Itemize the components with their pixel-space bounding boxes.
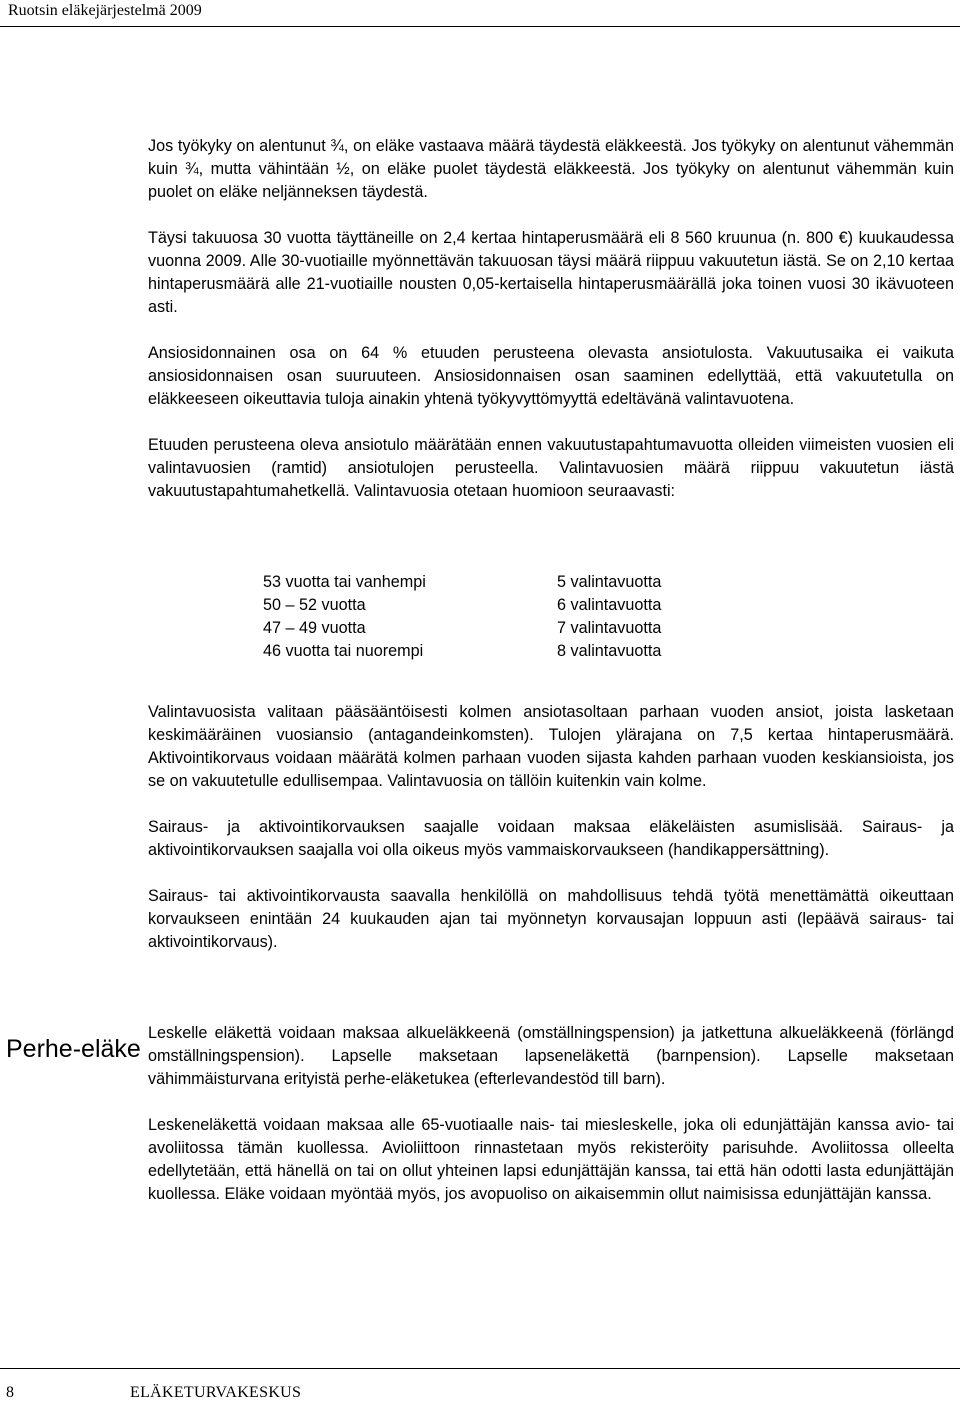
table-cell-age: 53 vuotta tai vanhempi [263, 573, 426, 591]
table-row [263, 571, 783, 594]
table-cell-age: 50 – 52 vuotta [263, 596, 366, 614]
footer-organization: ELÄKETURVAKESKUS [130, 1384, 302, 1401]
section-heading: Perhe-eläke [6, 1035, 141, 1063]
paragraph-income-related-portion: Ansiosidonnainen osa on 64 % etuuden perusteena olevasta ansiotulosta. Vakuutusaika ei vaikuta ansiosidonnaisen osan suuruuteen. Ansiosidonnaisen osan saaminen edellyttää, että vakuutetulla on eläkkeeseen oikeuttavia tuloja ainakin yhtenä työkyvyttömyyttä edeltävänä valintavuotena. [148, 344, 954, 408]
paragraph-selection-of-years: Valintavuosista valitaan pääsääntöisesti kolmen ansiotasoltaan parhaan vuoden ansiot, joista lasketaan keskimääräinen vuosiansio (antagandeinkomsten). Tulojen ylärajana on 7,5 kertaa hintaperusmäärä. Aktivointikorvaus voidaan määrätä kolmen parhaan vuoden sijasta kahden parhaan vuoden keskiansioista, jos se on vakuutetulle edullisempaa. Valintavuosia on tällöin kuitenkin vain kolme. [148, 703, 954, 790]
table-cell-age: 47 – 49 vuotta [263, 619, 366, 637]
table-cell-years: 8 valintavuotta [557, 642, 662, 660]
framework-years-table [263, 571, 783, 663]
table-row [263, 617, 783, 640]
page-body [148, 135, 954, 1206]
paragraph-survivor-pension: Leskelle eläkettä voidaan maksaa alkueläkkeenä (omställningspension) ja jatkettuna alkueläkkeenä (förlängd omställningspension). Lapselle maksetaan lapseneläkettä (barnpension). Lapselle maksetaan vähimmäisturvana erityistä perhe-eläketukea (efterlevandestöd till barn). [148, 1024, 954, 1088]
table-cell-years: 5 valintavuotta [557, 573, 662, 591]
page-number: 8 [6, 1384, 14, 1401]
running-header-title: Ruotsin eläkejärjestelmä 2009 [8, 2, 202, 19]
paragraph-guarantee-portion: Täysi takuuosa 30 vuotta täyttäneille on 2,4 kertaa hintaperusmäärä eli 8 560 kruunua (n. 800 €) kuukaudessa vuonna 2009. Alle 30-vuotiaille myönnettävän takuuosan täysi määrä riippuu vakuutetun iästä. Se on 2,10 kertaa hintaperusmäärä alle 21-vuotiaille nousten 0,05-kertaisella hintaperusmäärällä joka toinen vuosi 30 ikävuoteen asti. [148, 229, 954, 316]
table-cell-years: 6 valintavuotta [557, 596, 662, 614]
paragraph-disability-degree: Jos työkyky on alentunut ¾, on eläke vastaava määrä täydestä eläkkeestä. Jos työkyky on alentunut vähemmän kuin ¾, mutta vähintään ½, on eläke puolet täydestä eläkkeestä. Jos työkyky on alentunut vähemmän kuin puolet on eläke neljänneksen täydestä. [148, 137, 954, 201]
table-cell-age: 46 vuotta tai nuorempi [263, 642, 424, 660]
footer-rule [0, 1368, 960, 1369]
header-rule [0, 26, 960, 27]
paragraph-housing-supplement: Sairaus- ja aktivointikorvauksen saajalle voidaan maksaa eläkeläisten asumislisää. Sairaus- ja aktivointikorvauksen saajalla voi olla oikeus myös vammaiskorvaukseen (handikappersättning). [148, 818, 954, 859]
paragraph-assumed-income: Etuuden perusteena oleva ansiotulo määrätään ennen vakuutustapahtumavuotta olleiden viimeisten vuosien eli valintavuosien (ramtid) ansiotulojen perusteella. Valintavuosien määrä riippuu vakuutetun iästä vakuutustapahtumahetkellä. Valintavuosia otetaan huomioon seuraavasti: [148, 436, 954, 500]
table-row [263, 594, 783, 617]
table-row [263, 640, 783, 663]
paragraph-widow-pension: Leskeneläkettä voidaan maksaa alle 65-vuotiaalle nais- tai miesleskelle, joka oli edunjättäjän kanssa avio- tai avoliitossa tämän kuollessa. Avioliittoon rinnastetaan myös rekisteröity parisuhde. Avoliitossa olleelta edellytetään, että hänellä on tai on ollut yhteinen lapsi edunjättäjän kanssa, tai että hän odotti lasta edunjättäjän kuollessa. Eläke voidaan myöntää myös, jos avopuoliso on aikaisemmin ollut naimisissa edunjättäjän kanssa. [148, 1116, 954, 1203]
paragraph-dormant-compensation: Sairaus- tai aktivointikorvausta saavalla henkilöllä on mahdollisuus tehdä työtä menettämättä oikeuttaan korvaukseen enintään 24 kuukauden ajan tai myönnetyn korvausajan loppuun asti (lepäävä sairaus- tai aktivointikorvaus). [148, 887, 954, 951]
table-cell-years: 7 valintavuotta [557, 619, 662, 637]
